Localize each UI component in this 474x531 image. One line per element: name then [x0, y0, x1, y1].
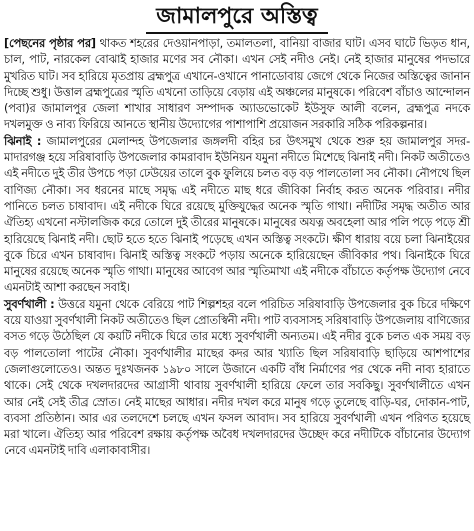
article-body	[4, 36, 470, 460]
section-lead-jhinai: ঝিনাই :	[4, 134, 42, 148]
paragraph-continuation	[4, 36, 470, 134]
headline-container	[4, 0, 470, 36]
paragraph-text: থাকত শহরের দেওয়ানপাড়া, তমালতলা, বানিয়া বাজার ঘাট। এসব ঘাটে ভিড়ত ধান, চাল, পাট, নারকেল বোঝাই হাজার মণের সব নৌকা। এখন সেই নদীও নেই। নেই হাজার মানুষের পদভারে মুখরিত ঘাট। সব হারিয়ে মৃতপ্রায় ব্রহ্মপুত্র এখানে-ওখানে পানাডোবায় জেগে থেকে নিজের অস্তিত্বের জানান দিচ্ছে শুধু। উত্তাল ব্রহ্মপুত্রের স্মৃতি এখনো তাড়িয়ে বেড়ায় এই অঞ্চলের মানুষকে। পরিবেশ বাঁচাও আন্দোলন (পবা)র জামালপুর জেলা শাখার সাধারণ সম্পাদক অ্যাডভোকেট ইউসুফ আলী বলেন, ব্রহ্মপুত্র নদকে দখলমুক্ত ও নাব্য ফিরিয়ে আনতে স্থানীয় উদ্যোগের পাশাপাশি প্রয়োজন সরকারি সঠিক পরিকল্পনার।	[4, 37, 470, 132]
paragraph-text: উত্তরে যমুনা থেকে বেরিয়ে পাট শিল্পশহর বলে পরিচিত সরিষাবাড়ি উপজেলার বুক চিরে দক্ষিণে বয়ে যাওয়া সুবর্ণখালী নিকট অতীতেও ছিল প্রোতস্বিনী নদী। পাট ব্যবসাসহ সরিষাবাড়ি উপজেলায় বাণিজ্যের বসত গড়ে উঠেছিল যে কয়টি নদীকে ঘিরে তার মধ্যে সুবর্ণখালী অন্যতম। এই নদীর বুকে চলত এক সময় বড় বড় পালতোলা পাটের নৌকা। সুবর্ণখালীর মাছের কদর আর খ্যাতি ছিল সরিষাবাড়ি ছাড়িয়ে আশপাশের জেলাগুলোতেও। অন্তত দুঃখজনক ১৯৮০ সালে উজানে একটি বাঁধ নির্মাণের পর থেকে নদী নাব্য হারাতে থাকে। সেই থেকে দখলদারদের আগ্রাসী থাবায় সুবর্ণখালী হারিয়ে ফেলে তার সবকিছু। সুবর্ণখালীতে এখন আর নেই সেই তীব্র স্রোত। নেই মাছের আধার। নদীর দখল করে মানুষ গড়ে তুলেছে বাড়ি-ঘর, দোকান-পাট, ব্যবসা প্রতিষ্ঠান। আর এর তলদেশে চলছে এখন ফসল আবাদ। সব হারিয়ে সুবর্ণখালী এখন পরিণত হয়েছে মরা খালে। ঐতিহ্য আর পরিবেশ রক্ষায় কর্তৃপক্ষ অবৈধ দখলদারদের উচ্ছেদ করে নদীটিকে বাঁচানোর উদ্যোগ নেবে এমনটাই দাবি এলাকাবাসীর।	[4, 297, 471, 458]
article-headline: জামালপুরে অস্তিত্ব	[146, 4, 327, 34]
paragraph-subarnakhali	[4, 297, 470, 460]
paragraph-jhinai	[4, 134, 470, 297]
continued-from-back-page-label: [পেছনের পৃষ্ঠার পর]	[4, 37, 96, 50]
paragraph-text: জামালপুরের মেলান্দহ উপজেলার জঙ্গলদী বহির চর উৎসমুখ থেকে শুরু হয় জামালপুর সদর-মাদারগঞ্জ হয়ে সরিষাবাড়ি উপজেলার কামরাবাদ ইউনিয়ন যমুনা নদীতে মিশেছে ঝিনাই নদী। নিকট অতীতেও এই নদীতে দুই তীর উপচে পড়া ঢেউয়ের তালে বুক ফুলিয়ে চলত বড় বড় পালতোলা সব নৌকা। নৌপথে ছিল বাণিজ্য নৌকা। সব ধরনের মাছে সমৃদ্ধ এই নদীতে মাছ ধরে জীবিকা নির্বাহ করত অনেক পরিবার। নদীর পানিতে চলত চাষাবাদ। এই নদীকে ঘিরে রয়েছে মুক্তিযুদ্ধের অনেক স্মৃতি গাথা। নদীটির সমৃদ্ধ অতীত আর ঐতিহ্য এখনো নস্টালজিক করে তোলে দুই তীরের মানুষকে। মানুষের অযত্ন অবহেলা আর পলি পড়ে পড়ে শ্রী হারিয়েছে ঝিনাই নদী। ছোট হতে হতে ঝিনাই পড়েছে এখন অস্তিত্ব সংকটে। ক্ষীণ ধারায় বয়ে চলা ঝিনাইয়ের বুকে চিরে এখন চাষাবাদ। ঝিনাই অস্তিত্ব সংকটে পড়ায় অনেকে হারিয়েছেন জীবিকার পথ। ঝিনাইকে ঘিরে মানুষের রয়েছে অনেক স্মৃতি গাথা। মানুষের আবেগ আর স্মৃতিমাখা এই নদীকে বাঁচাতে কর্তৃপক্ষ উদ্যোগ নেবে এমনটাই আশা করছেন সবাই।	[4, 134, 470, 295]
section-lead-subarnakhali: সুবর্ণখালী :	[4, 297, 55, 311]
